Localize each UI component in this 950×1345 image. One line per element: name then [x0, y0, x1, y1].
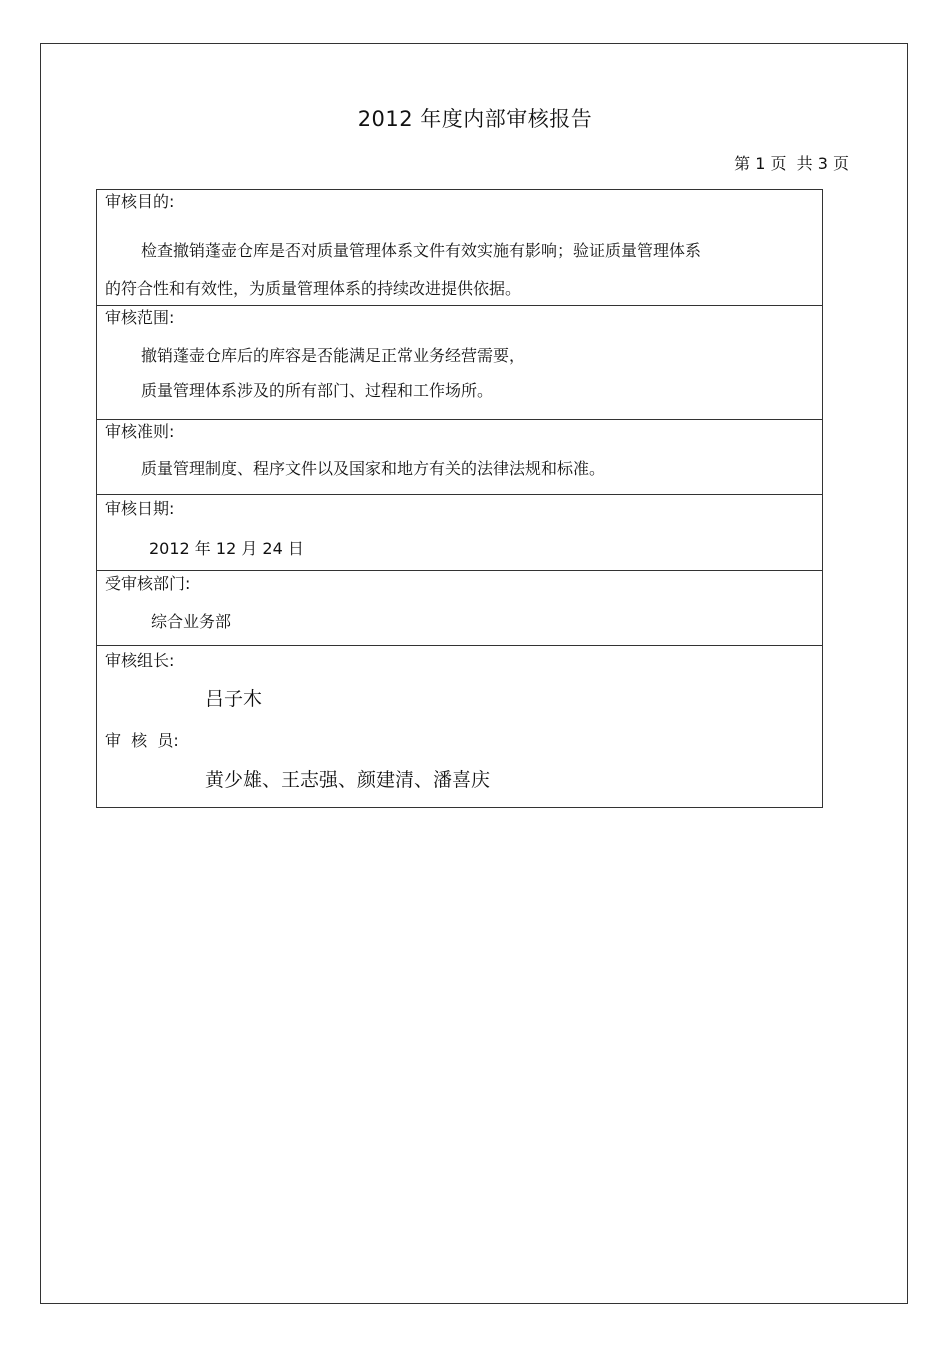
date-value: 2012 年 12 月 24 日	[149, 539, 304, 558]
section-audit-team	[97, 646, 822, 807]
audit-report-table	[96, 189, 823, 808]
purpose-text-line2: 的符合性和有效性，为质量管理体系的持续改进提供依据。	[105, 279, 522, 298]
section-date	[97, 495, 822, 571]
auditors-names: 黄少雄、王志强、颜建清、潘喜庆	[205, 769, 491, 791]
criteria-text: 质量管理制度、程序文件以及国家和地方有关的法律法规和标准。	[141, 459, 606, 478]
scope-label: 审核范围:	[105, 308, 175, 327]
team-leader-name: 吕子木	[205, 688, 263, 710]
department-value: 综合业务部	[151, 612, 232, 631]
section-scope	[97, 306, 822, 420]
auditors-label: 审 核 员:	[105, 731, 179, 750]
section-purpose	[97, 190, 822, 306]
section-department	[97, 571, 822, 646]
document-title: 2012 年度内部审核报告	[357, 107, 593, 131]
purpose-label: 审核目的:	[105, 192, 175, 211]
scope-text-line2: 质量管理体系涉及的所有部门、过程和工作场所。	[141, 381, 494, 400]
date-label: 审核日期:	[105, 499, 175, 518]
scope-text-line1: 撤销蓬壶仓库后的库容是否能满足正常业务经营需要，	[141, 346, 526, 365]
team-leader-label: 审核组长:	[105, 651, 175, 670]
section-criteria	[97, 420, 822, 495]
criteria-label: 审核准则:	[105, 422, 175, 441]
purpose-text-line1: 检查撤销蓬壶仓库是否对质量管理体系文件有效实施有影响；验证质量管理体系	[141, 241, 702, 260]
department-label: 受审核部门:	[105, 574, 191, 593]
page-counter: 第 1 页 共 3 页	[734, 154, 849, 173]
